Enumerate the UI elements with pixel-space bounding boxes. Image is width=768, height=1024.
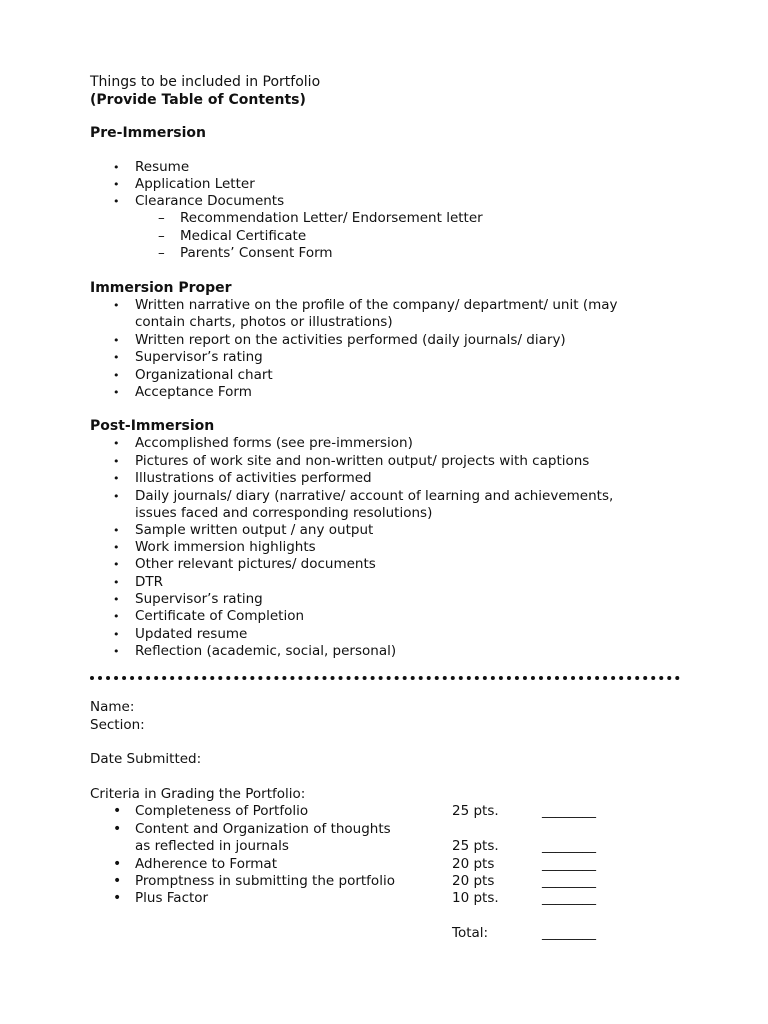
bullet-icon: • <box>113 472 120 485</box>
score-blank[interactable]: ________ <box>542 873 596 889</box>
bullet-icon: • <box>113 334 120 347</box>
criteria-heading: Criteria in Grading the Portfolio: <box>90 786 306 802</box>
score-blank[interactable]: ________ <box>542 803 596 819</box>
section-heading-pre-immersion: Pre-Immersion <box>90 125 206 141</box>
criteria-points: 10 pts. <box>452 890 499 906</box>
score-blank[interactable]: ________ <box>542 856 596 872</box>
dash-icon: – <box>158 210 165 226</box>
list-item: Application Letter <box>135 176 255 192</box>
list-item: Work immersion highlights <box>135 539 316 555</box>
sub-list-item: Recommendation Letter/ Endorsement letter <box>180 210 483 226</box>
bullet-icon: • <box>113 576 120 589</box>
bullet-icon: • <box>113 890 122 906</box>
list-item: Supervisor’s rating <box>135 591 263 607</box>
bullet-icon: • <box>113 628 120 641</box>
list-item: Accomplished forms (see pre-immersion) <box>135 435 413 451</box>
sub-list-item: Medical Certificate <box>180 228 307 244</box>
bullet-icon: • <box>113 437 120 450</box>
list-item: Resume <box>135 159 190 175</box>
list-item-continuation: issues faced and corresponding resolutions) <box>135 505 433 521</box>
list-item: Organizational chart <box>135 367 273 383</box>
list-item: Sample written output / any output <box>135 522 374 538</box>
bullet-icon: • <box>113 593 120 606</box>
sub-list-item: Parents’ Consent Form <box>180 245 333 261</box>
list-item: Supervisor’s rating <box>135 349 263 365</box>
bullet-icon: • <box>113 873 122 889</box>
section-label: Section: <box>90 717 145 733</box>
criteria-label: Content and Organization of thoughts <box>135 821 391 837</box>
list-item: Pictures of work site and non-written output/ projects with captions <box>135 453 590 469</box>
section-heading-post-immersion: Post-Immersion <box>90 418 215 434</box>
name-label: Name: <box>90 699 135 715</box>
score-blank[interactable]: ________ <box>542 890 596 906</box>
list-item: Clearance Documents <box>135 193 285 209</box>
list-item: Daily journals/ diary (narrative/ account of learning and achievements, <box>135 488 614 504</box>
criteria-label-continuation: as reflected in journals <box>135 838 289 854</box>
criteria-label: Adherence to Format <box>135 856 277 872</box>
list-item: Updated resume <box>135 626 248 642</box>
bullet-icon: • <box>113 178 120 191</box>
bullet-icon: • <box>113 386 120 399</box>
dash-icon: – <box>158 245 165 261</box>
bullet-icon: • <box>113 541 120 554</box>
bullet-icon: • <box>113 803 122 819</box>
bullet-icon: • <box>113 455 120 468</box>
date-submitted-label: Date Submitted: <box>90 751 202 767</box>
criteria-label: Completeness of Portfolio <box>135 803 309 819</box>
criteria-points: 25 pts. <box>452 803 499 819</box>
bullet-icon: • <box>113 161 120 174</box>
bullet-icon: • <box>113 558 120 571</box>
bullet-icon: • <box>113 195 120 208</box>
criteria-points: 20 pts <box>452 856 495 872</box>
list-item: Written report on the activities performed (daily journals/ diary) <box>135 332 566 348</box>
bullet-icon: • <box>113 856 122 872</box>
criteria-points: 25 pts. <box>452 838 499 854</box>
bullet-icon: • <box>113 610 120 623</box>
list-item: Other relevant pictures/ documents <box>135 556 376 572</box>
criteria-points: 20 pts <box>452 873 495 889</box>
list-item: Reflection (academic, social, personal) <box>135 643 397 659</box>
list-item: Written narrative on the profile of the company/ department/ unit (may <box>135 297 618 313</box>
list-item: DTR <box>135 574 164 590</box>
bullet-icon: • <box>113 821 122 837</box>
document-title: Things to be included in Portfolio <box>90 74 321 90</box>
bullet-icon: • <box>113 369 120 382</box>
dash-icon: – <box>158 228 165 244</box>
criteria-label: Plus Factor <box>135 890 209 906</box>
list-item: Illustrations of activities performed <box>135 470 372 486</box>
bullet-icon: • <box>113 299 120 312</box>
list-item-continuation: contain charts, photos or illustrations) <box>135 314 393 330</box>
criteria-label: Promptness in submitting the portfolio <box>135 873 395 889</box>
list-item: Acceptance Form <box>135 384 252 400</box>
score-blank[interactable]: ________ <box>542 838 596 854</box>
list-item: Certificate of Completion <box>135 608 305 624</box>
bullet-icon: • <box>113 490 120 503</box>
total-blank[interactable]: ________ <box>542 925 596 941</box>
bullet-icon: • <box>113 645 120 658</box>
bullet-icon: • <box>113 524 120 537</box>
dotted-separator <box>90 676 680 680</box>
total-label: Total: <box>452 925 489 941</box>
document-subtitle: (Provide Table of Contents) <box>90 92 306 108</box>
bullet-icon: • <box>113 351 120 364</box>
section-heading-immersion-proper: Immersion Proper <box>90 280 232 296</box>
